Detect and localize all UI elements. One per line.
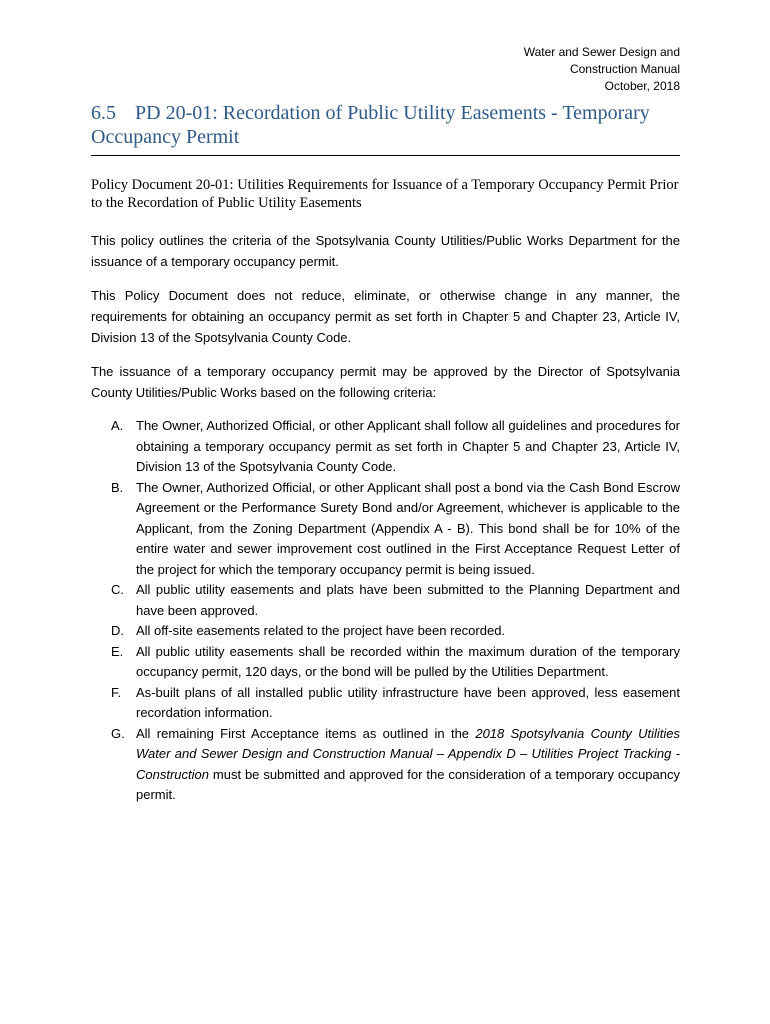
item-letter: C. [111,582,124,597]
item-text-before: All remaining First Acceptance items as outlined in the [136,725,476,741]
criteria-list [91,416,680,806]
criteria-item-e [91,642,680,683]
header-line-1: Water and Sewer Design and [523,45,680,59]
section-title-text: PD 20-01: Recordation of Public Utility Easements - Temporary Occupancy Permit [91,102,650,148]
criteria-item-f [91,683,680,724]
item-text: All public utility easements shall be recorded within the maximum duration of the temporary occupancy permit, 120 days, or the bond will be pulled by the Utilities Department. [136,643,680,679]
item-letter: G. [111,725,125,741]
criteria-item-g [91,724,680,806]
item-letter: E. [111,643,124,659]
item-letter: F. [111,684,122,700]
policy-title: Policy Document 20-01: Utilities Requirements for Issuance of a Temporary Occupancy Permit Prior to the Recordation of Public Utility Easements [91,177,679,211]
manual-reference: 2018 Spotsylvania County Utilities Water and Sewer Design and Construction Manual – Appendix D – Utilities Project Tracking - Construction [136,725,680,782]
heading-divider [91,155,680,156]
section-number: 6.5 [91,102,116,124]
criteria-item-c [91,580,680,621]
header-line-2: Construction Manual [569,62,680,76]
criteria-item-b [91,478,680,581]
item-text: The Owner, Authorized Official, or other Applicant shall follow all guidelines and procedures for obtaining a temporary occupancy permit as set forth in Chapter 5 and Chapter 23, Article IV, Division 13 of the Spotsylvania County Code. [136,418,680,474]
item-text: All public utility easements and plats have been submitted to the Planning Department and have been approved. [136,582,680,618]
section-heading [91,101,680,149]
criteria-item-a [91,416,680,478]
criteria-item-d [91,621,680,642]
running-header [91,44,680,95]
item-text: The Owner, Authorized Official, or other Applicant shall post a bond via the Cash Bond Escrow Agreement or the Performance Surety Bond and/or Agreement, whichever is applicable to the Applicant, from the Zoning Department (Appendix A - B). This bond shall be for 10% of the entire water and sewer improvement cost outlined in the First Acceptance Request Letter of the project for which the temporary occupancy permit is being issued. [136,479,680,577]
document-page [91,44,680,806]
item-letter: B. [111,479,124,495]
item-text: All off-site easements related to the project have been recorded. [136,623,506,638]
item-text-after: must be submitted and approved for the consideration of a temporary occupancy permit. [136,766,680,802]
scope-paragraph: This Policy Document does not reduce, eliminate, or otherwise change in any manner, the requirements for obtaining an occupancy permit as set forth in Chapter 5 and Chapter 23, Article IV, Division 13 of the Spotsylvania County Code. [91,288,680,345]
intro-paragraph: This policy outlines the criteria of the Spotsylvania County Utilities/Public Works Department for the issuance of a temporary occupancy permit. [91,233,680,269]
item-letter: A. [111,418,124,433]
item-text: As-built plans of all installed public utility infrastructure have been approved, less easement recordation information. [136,684,680,720]
item-letter: D. [111,623,124,638]
criteria-intro-paragraph: The issuance of a temporary occupancy permit may be approved by the Director of Spotsylvania County Utilities/Public Works based on the following criteria: [91,364,680,400]
header-line-3: October, 2018 [604,79,680,93]
